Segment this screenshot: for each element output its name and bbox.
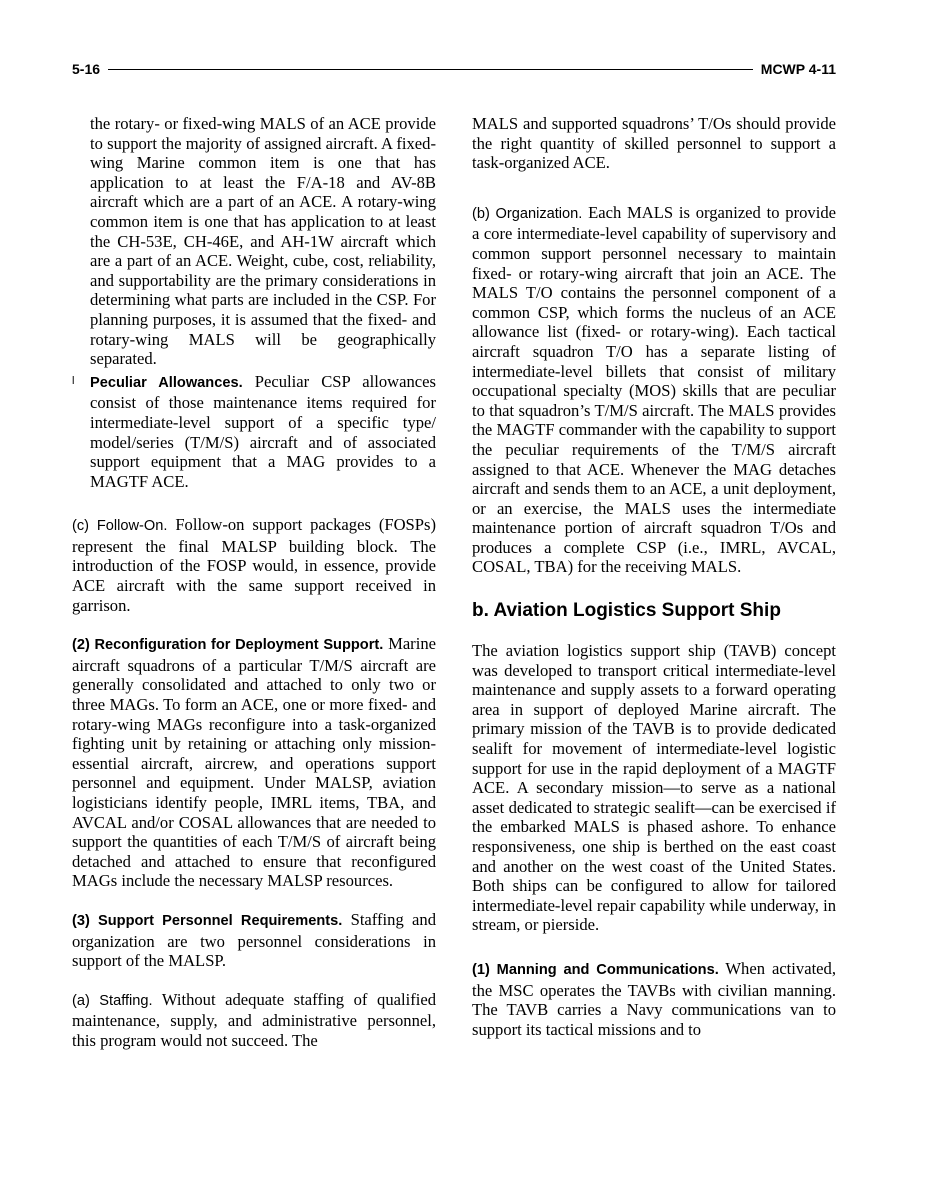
manning-text: When activated, the MSC operates the TAVBs with civilian manning. The TAVB carries a Navy communications van to support its tactical missions and to (472, 958, 836, 1039)
paragraph-reconfiguration (72, 634, 436, 891)
manning-heading: (1) Manning and Communications. (472, 961, 719, 978)
paragraph-mals-tos: MALS and supported squadrons’ T/Os should provide the right quantity of skilled personnel to support a task-organized ACE. (472, 114, 836, 173)
follow-on-text: Follow-on support packages (FOSPs) represent the final MALSP building block. The introduction of the FOSP would, in essence, provide ACE aircraft with the same support received in garrison. (72, 515, 437, 615)
follow-on-heading: (c) Follow-On. (72, 518, 168, 535)
staffing-heading: (a) Staffing. (72, 992, 153, 1009)
paragraph-staffing (72, 990, 436, 1051)
page-number: 5-16 (72, 61, 101, 77)
right-column (472, 114, 836, 1058)
page-header (72, 57, 836, 81)
paragraph-common-item: the rotary- or fixed-wing MALS of an ACE provide to support the majority of assigned aircraft. A fixed-wing Marine common item is one that has application to at least the F/A-18 and AV-8B aircraft which are a part of an ACE. A rotary-wing common item is one that has application to at least the CH-53E, CH-46E, and AH-1W aircraft which are a part of an ACE. Weight, cube, cost, reliability, and supportability are the primary considerations in determining what parts are included in the CSP. For planning purposes, it is assumed that the fixed- and rotary-wing MALS will be geographically separated. (90, 114, 436, 369)
staffing-text: Without adequate staffing of qualified maintenance, supply, and administrative personnel, this program would not succeed. The (72, 989, 437, 1050)
reconfiguration-text: Marine aircraft squadrons of a particular T/M/S aircraft are generally consolidated and attached to only two or three MAGs. To form an ACE, one or more fixed- and rotary-wing MAGs reconfigure into a task-organized fighting unit by retaining or attaching only mission-essential aircraft, aircrew, and operations support personnel and equipment. Under MALSP, aviation logisticians identify people, IMRL items, TBA, and AVCAL and/or COSAL allowances that are needed to support the quantities of each T/M/S of aircraft being detached and attached to ensure that reconfigured MAGs include the necessary MALSP resources. (72, 634, 436, 891)
bullet-heading: Peculiar Allowances. (90, 374, 243, 391)
bullet-peculiar-allowances (72, 372, 436, 492)
support-personnel-text: Staffing and organization are two personnel considerations in support of the MALSP. (72, 909, 436, 971)
paragraph-follow-on (72, 515, 436, 615)
bullet-icon: l (72, 374, 75, 387)
paragraph-organization (472, 203, 836, 577)
document-title: MCWP 4-11 (760, 61, 836, 77)
bullet-text: Peculiar CSP allowances consist of those maintenance items required for intermediate-level support of a specific type/ model/series (T/M/S) aircraft and of associated support equipment that a MAG provides to a MAGTF ACE. (90, 371, 436, 491)
paragraph-manning (472, 959, 836, 1039)
reconfiguration-heading: (2) Reconfiguration for Deployment Support. (72, 637, 384, 654)
paragraph-support-personnel (72, 910, 436, 971)
left-column (72, 114, 436, 1070)
paragraph-tavb: The aviation logistics support ship (TAVB) concept was developed to transport critical intermediate-level maintenance and supply assets to a forward operating area in support of deployed Marine aircraft. The primary mission of the TAVB is to provide dedicated sealift for movement of intermediate-level logistic support for use in the rapid deployment of a MAGTF ACE. A secondary mission—to serve as a national asset dedicated to strategic sealift—can be exercised if the embarked MALS is phased ashore. To enhance responsiveness, one ship is berthed on the east coast and another on the west coast of the United States. Both ships can be configured to allow for tailored intermediate-level repair capability while underway, in stream, or pierside. (472, 641, 836, 935)
header-rule (108, 69, 753, 70)
organization-text: Each MALS is organized to provide a core intermediate-level capability of supervisory and common support personnel necessary to maintain fixed- or rotary-wing aircraft that join an ACE. The MALS T/O contains the personnel component of a common CSP, which forms the nucleus of an ACE allowance list (fixed- or rotary-wing). Each tactical aircraft squadron T/O has a separate listing of intermediate-level billets that consist of military occupational specialty (MOS) skills that are peculiar to that squadron’s T/M/S aircraft. The MALS provides the MAGTF commander with the capability to support the peculiar requirements of the T/M/S aircraft assigned to that ACE. Whenever the MAG detaches aircraft and sends them to an ACE, a unit deployment, or an exercise, the MALS uses the intermediate maintenance portion of aircraft squadron T/Os and produces a complete CSP (i.e., IMRL, AVCAL, COSAL, TBA) for the receiving MALS. (472, 202, 836, 577)
section-title: b. Aviation Logistics Support Ship (472, 600, 781, 622)
support-personnel-heading: (3) Support Personnel Requirements. (72, 912, 343, 929)
organization-heading: (b) Organization. (472, 205, 583, 222)
